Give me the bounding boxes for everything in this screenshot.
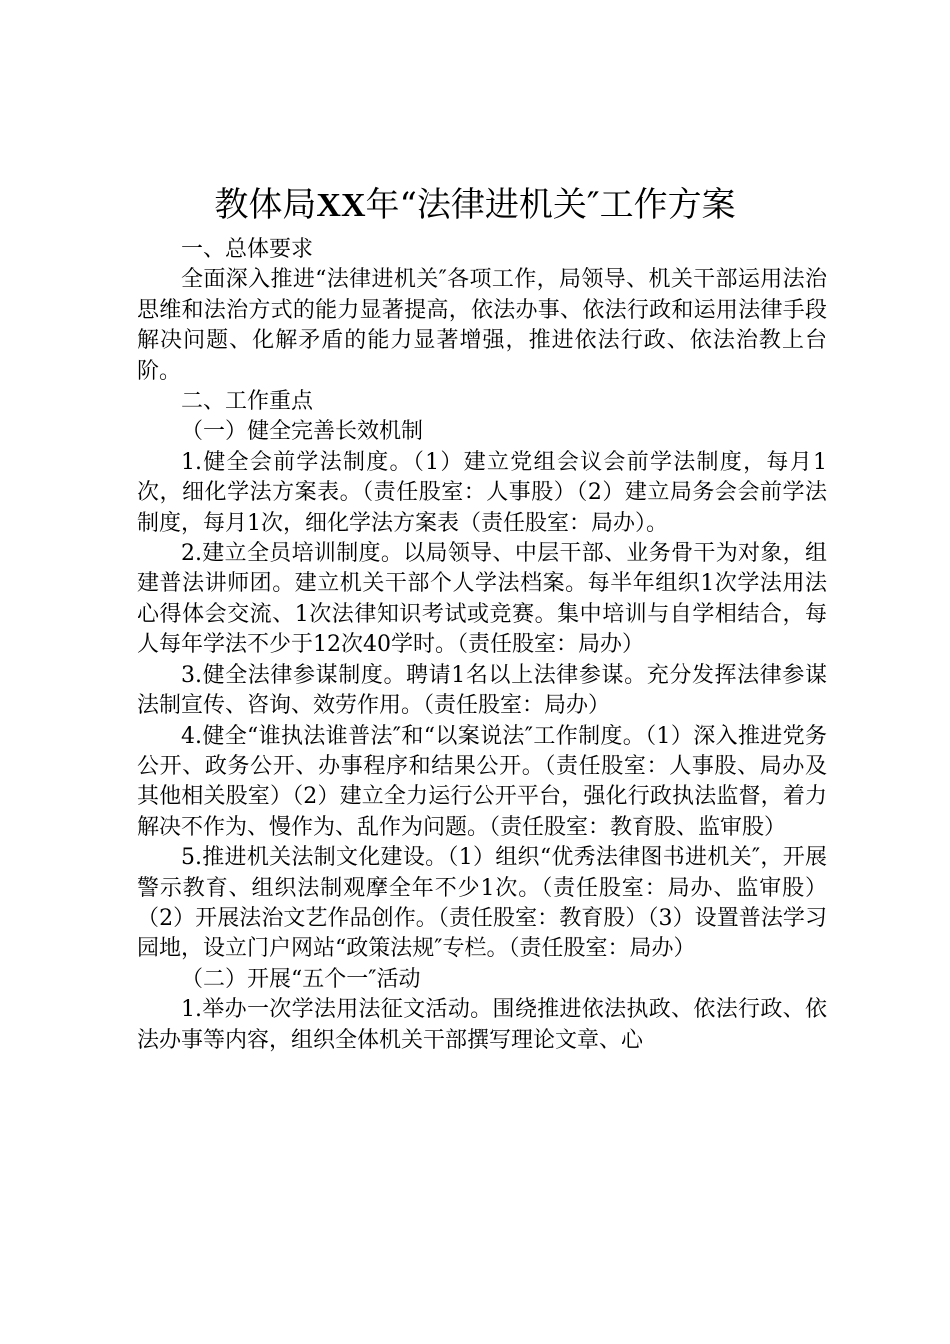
paragraph: 1.举办一次学法用法征文活动。围绕推进依法执政、依法行政、依法办事等内容，组织全体机关干部撰写理论文章、心	[137, 997, 827, 1053]
paragraph: 5.推进机关法制文化建设。（1）组织“优秀法律图书进机关″，开展警示教育、组织法制观摩全年不少1次。（责任股室：局办、监审股）（2）开展法治文艺作品创作。（责任股室：教育股）（3）设置普法学习园地，设立门户网站“政策法规″专栏。（责任股室：局办）	[137, 845, 827, 962]
paragraph: 3.健全法律参谋制度。聘请1名以上法律参谋。充分发挥法律参谋法制宣传、咨询、效劳作用。（责任股室：局办）	[137, 662, 827, 719]
paragraph: 全面深入推进“法律进机关″各项工作，局领导、机关干部运用法治思维和法治方式的能力显著提高，依法办事、依法行政和运用法律手段解决问题、化解矛盾的能力显著增强，推进依法行政、依法治教上台阶。	[137, 267, 827, 384]
title-suffix: 年“法律进机关″工作方案	[365, 185, 736, 225]
paragraph: 1.健全会前学法制度。（1）建立党组会议会前学法制度，每月1次，细化学法方案表。（责任股室：人事股）（2）建立局务会会前学法制度，每月1次，细化学法方案表（责任股室：局办）。	[137, 449, 827, 536]
section-heading: 二、工作重点	[181, 389, 314, 415]
title-prefix: 教体局	[214, 185, 317, 225]
page-title	[0, 180, 950, 231]
title-year-placeholder: XX	[316, 187, 366, 224]
document-body	[137, 235, 827, 1056]
subsection-heading: （二）开展“五个一″活动	[181, 966, 421, 992]
section-heading: 一、总体要求	[181, 237, 314, 262]
paragraph: 2.建立全员培训制度。以局领导、中层干部、业务骨干为对象，组建普法讲师团。建立机关干部个人学法档案。每半年组织1次学法用法心得体会交流、1次法律知识考试或竞赛。集中培训与自学相结合，每人每年学法不少于12次40学时。（责任股室：局办）	[137, 541, 827, 658]
subsection-heading: （一）健全完善长效机制	[181, 419, 424, 445]
paragraph: 4.健全“谁执法谁普法″和“以案说法″工作制度。（1）深入推进党务公开、政务公开、办事程序和结果公开。（责任股室：人事股、局办及其他相关股室）（2）建立全力运行公开平台，强化行政执法监督，着力解决不作为、慢作为、乱作为问题。（责任股室：教育股、监审股）	[137, 723, 827, 840]
